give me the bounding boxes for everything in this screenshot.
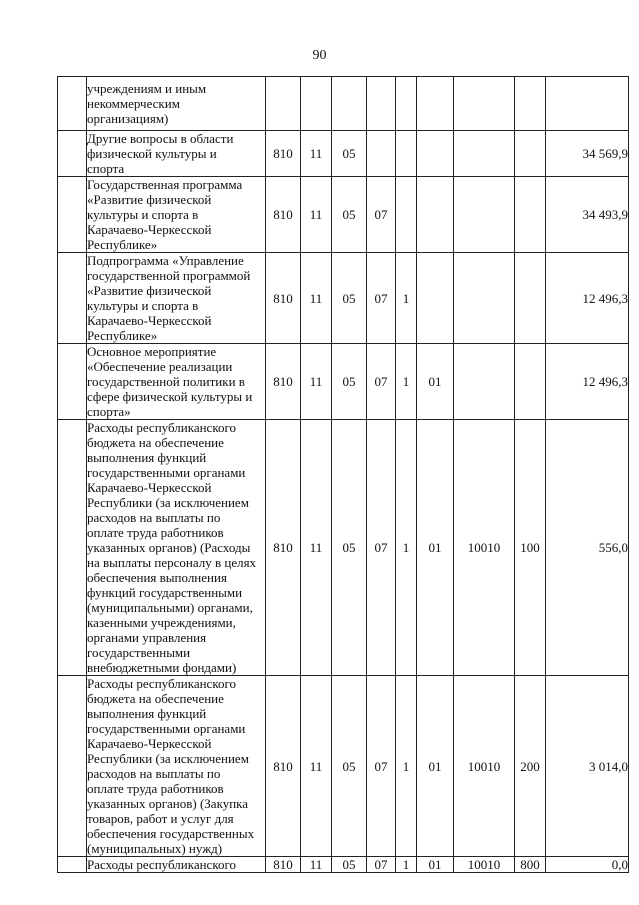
item-name-line: расходов на выплаты по [87, 766, 221, 781]
program-code: 07 [367, 420, 396, 676]
program-code: 07 [367, 857, 396, 873]
activity-code: 01 [417, 676, 454, 857]
item-name-line: культуры и спорта в [87, 298, 199, 313]
item-name-line: (муниципальными) органами, [87, 600, 253, 615]
item-name-line: обеспечения государственных [87, 826, 255, 841]
section-code: 11 [301, 177, 332, 253]
table-row [58, 177, 629, 253]
activity-code: 01 [417, 344, 454, 420]
section-code: 11 [301, 253, 332, 344]
subsection-code: 05 [332, 420, 367, 676]
type-code [515, 77, 546, 131]
item-name-line: государственной программой [87, 268, 251, 283]
item-name-line: Карачаево-Черкесской [87, 480, 212, 495]
item-name-line: Карачаево-Черкесской [87, 313, 212, 328]
expense-code [454, 177, 515, 253]
subprogram-code [396, 177, 417, 253]
program-code [367, 77, 396, 131]
subsection-code: 05 [332, 676, 367, 857]
item-name-line: сфере физической культуры и [87, 389, 253, 404]
activity-code [417, 253, 454, 344]
row-margin-cell [58, 253, 87, 344]
activity-code [417, 177, 454, 253]
subprogram-code: 1 [396, 344, 417, 420]
item-name-line: Республики (за исключением [87, 751, 249, 766]
item-name-line: Подпрограмма «Управление [87, 253, 244, 268]
chapter-code [266, 77, 301, 131]
item-name-line: Государственная программа [87, 177, 243, 192]
item-name-line: обеспечения выполнения [87, 570, 227, 585]
item-name-line: бюджета на обеспечение [87, 435, 224, 450]
chapter-code: 810 [266, 177, 301, 253]
item-name-line: государственными [87, 645, 191, 660]
type-code: 800 [515, 857, 546, 873]
type-code: 100 [515, 420, 546, 676]
program-code [367, 131, 396, 177]
table-row [58, 131, 629, 177]
item-name-line: Расходы республиканского [87, 420, 236, 435]
program-code: 07 [367, 253, 396, 344]
table-row [58, 420, 629, 676]
activity-code: 01 [417, 420, 454, 676]
section-code: 11 [301, 420, 332, 676]
expense-code [454, 344, 515, 420]
item-name-line: казенными учреждениями, [87, 615, 236, 630]
amount-value: 34 569,9 [546, 131, 629, 177]
item-name-cell [87, 77, 266, 131]
chapter-code: 810 [266, 344, 301, 420]
item-name-line: Другие вопросы в области [87, 131, 234, 146]
expense-code: 10010 [454, 420, 515, 676]
type-code [515, 177, 546, 253]
item-name-line: государственными органами [87, 721, 246, 736]
item-name-cell [87, 344, 266, 420]
expense-code [454, 131, 515, 177]
amount-value: 12 496,3 [546, 253, 629, 344]
item-name-line: оплате труда работников [87, 781, 224, 796]
subprogram-code: 1 [396, 857, 417, 873]
expense-code: 10010 [454, 676, 515, 857]
chapter-code: 810 [266, 676, 301, 857]
item-name-line: учреждениям и иным [87, 81, 207, 96]
item-name-line: Основное мероприятие [87, 344, 217, 359]
amount-value: 556,0 [546, 420, 629, 676]
subprogram-code: 1 [396, 420, 417, 676]
item-name-line: Карачаево-Черкесской [87, 222, 212, 237]
item-name-line: органами управления [87, 630, 207, 645]
budget-table [57, 76, 629, 873]
item-name-line: «Развитие физической [87, 283, 212, 298]
item-name-cell [87, 420, 266, 676]
table-row [58, 253, 629, 344]
subprogram-code [396, 77, 417, 131]
section-code [301, 77, 332, 131]
item-name-line: указанных органов) (Расходы [87, 540, 251, 555]
item-name-cell [87, 177, 266, 253]
item-name-cell [87, 253, 266, 344]
item-name-line: организациям) [87, 111, 169, 126]
expense-code: 10010 [454, 857, 515, 873]
item-name-line: физической культуры и [87, 146, 217, 161]
item-name-cell [87, 131, 266, 177]
item-name-line: бюджета на обеспечение [87, 691, 224, 706]
type-code [515, 344, 546, 420]
subsection-code [332, 77, 367, 131]
subsection-code: 05 [332, 344, 367, 420]
row-margin-cell [58, 420, 87, 676]
type-code: 200 [515, 676, 546, 857]
chapter-code: 810 [266, 420, 301, 676]
item-name-line: на выплаты персоналу в целях [87, 555, 257, 570]
chapter-code: 810 [266, 131, 301, 177]
item-name-line: внебюджетными фондами) [87, 660, 237, 675]
expense-code [454, 77, 515, 131]
item-name-line: Расходы республиканского [87, 676, 236, 691]
program-code: 07 [367, 344, 396, 420]
item-name-line: «Развитие физической [87, 192, 212, 207]
row-margin-cell [58, 857, 87, 873]
item-name-line: спорта» [87, 404, 131, 419]
amount-value: 34 493,9 [546, 177, 629, 253]
section-code: 11 [301, 857, 332, 873]
activity-code [417, 131, 454, 177]
amount-value: 3 014,0 [546, 676, 629, 857]
amount-value: 12 496,3 [546, 344, 629, 420]
subprogram-code: 1 [396, 676, 417, 857]
section-code: 11 [301, 131, 332, 177]
item-name-line: Республике» [87, 328, 158, 343]
item-name-line: указанных органов) (Закупка [87, 796, 249, 811]
row-margin-cell [58, 676, 87, 857]
expense-code [454, 253, 515, 344]
item-name-line: Республике» [87, 237, 158, 252]
item-name-line: Расходы республиканского [87, 857, 236, 872]
subprogram-code [396, 131, 417, 177]
table-row [58, 344, 629, 420]
subprogram-code: 1 [396, 253, 417, 344]
amount-value: 0,0 [546, 857, 629, 873]
page-number: 90 [312, 48, 327, 63]
chapter-code: 810 [266, 857, 301, 873]
item-name-line: государственными органами [87, 465, 246, 480]
section-code: 11 [301, 676, 332, 857]
row-margin-cell [58, 131, 87, 177]
row-margin-cell [58, 177, 87, 253]
table-body [58, 77, 629, 873]
item-name-line: выполнения функций [87, 706, 207, 721]
program-code: 07 [367, 676, 396, 857]
activity-code: 01 [417, 857, 454, 873]
subsection-code: 05 [332, 253, 367, 344]
activity-code [417, 77, 454, 131]
item-name-line: «Обеспечение реализации [87, 359, 233, 374]
item-name-line: Карачаево-Черкесской [87, 736, 212, 751]
item-name-line: спорта [87, 161, 125, 176]
item-name-cell [87, 676, 266, 857]
type-code [515, 253, 546, 344]
item-name-line: оплате труда работников [87, 525, 224, 540]
item-name-line: товаров, работ и услуг для [87, 811, 234, 826]
subsection-code: 05 [332, 131, 367, 177]
item-name-line: функций государственными [87, 585, 243, 600]
amount-value [546, 77, 629, 131]
table-row [58, 676, 629, 857]
row-margin-cell [58, 77, 87, 131]
table-row [58, 857, 629, 873]
type-code [515, 131, 546, 177]
item-name-line: расходов на выплаты по [87, 510, 221, 525]
item-name-line: Республики (за исключением [87, 495, 249, 510]
subsection-code: 05 [332, 177, 367, 253]
item-name-line: выполнения функций [87, 450, 207, 465]
subsection-code: 05 [332, 857, 367, 873]
chapter-code: 810 [266, 253, 301, 344]
item-name-line: некоммерческим [87, 96, 180, 111]
item-name-line: (муниципальных) нужд) [87, 841, 223, 856]
row-margin-cell [58, 344, 87, 420]
item-name-cell [87, 857, 266, 873]
item-name-line: государственной политики в [87, 374, 245, 389]
item-name-line: культуры и спорта в [87, 207, 199, 222]
program-code: 07 [367, 177, 396, 253]
section-code: 11 [301, 344, 332, 420]
table-row [58, 77, 629, 131]
